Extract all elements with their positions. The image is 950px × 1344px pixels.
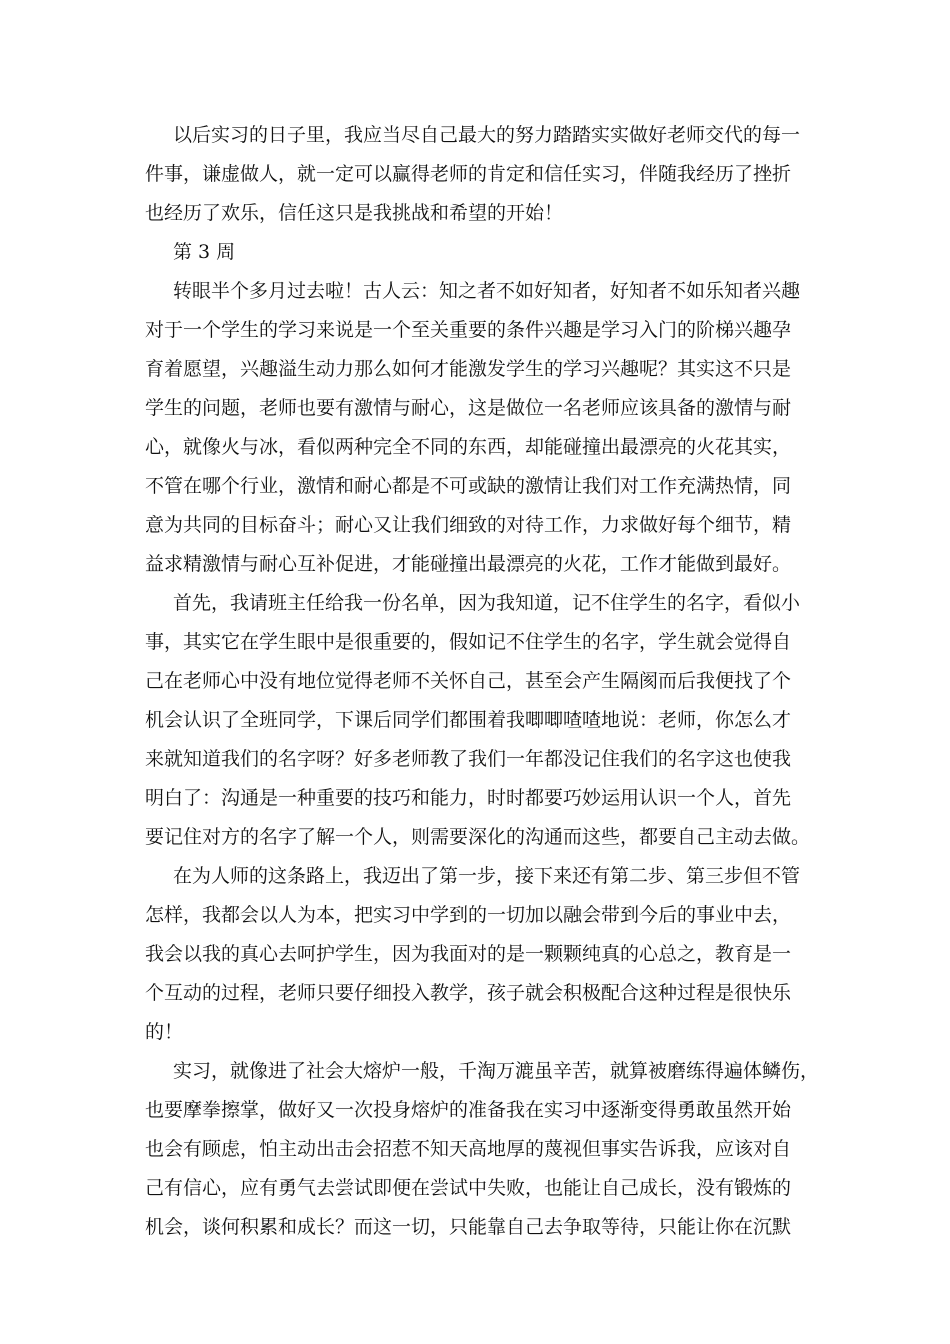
- text-line: 的！: [145, 1021, 184, 1043]
- text-line: 也要摩拳擦掌，做好又一次投身熔炉的准备我在实习中逐渐变得勇敢虽然开始: [145, 1099, 792, 1121]
- text-line: 以后实习的日子里，我应当尽自己最大的努力踏踏实实做好老师交代的每一: [173, 124, 801, 146]
- text-line: 己有信心，应有勇气去尝试即便在尝试中失败，也能让自己成长，没有锻炼的: [145, 1177, 792, 1199]
- text-line: 实习，就像进了社会大熔炉一般，千淘万漉虽辛苦，就算被磨练得遍体鳞伤，: [173, 1060, 820, 1082]
- text-line: 首先，我请班主任给我一份名单，因为我知道，记不住学生的名字，看似小: [173, 592, 801, 614]
- text-line: 学生的问题，老师也要有激情与耐心，这是做位一名老师应该具备的激情与耐: [145, 397, 792, 419]
- text-line: 育着愿望，兴趣溢生动力那么如何才能激发学生的学习兴趣呢？其实这不只是: [145, 358, 792, 380]
- text-line: 事，其实它在学生眼中是很重要的，假如记不住学生的名字，学生就会觉得自: [145, 631, 792, 653]
- text-line: 机会认识了全班同学，下课后同学们都围着我唧唧喳喳地说：老师，你怎么才: [145, 709, 792, 731]
- text-line: 件事，谦虚做人，就一定可以赢得老师的肯定和信任实习，伴随我经历了挫折: [145, 163, 792, 185]
- text-line: 也会有顾虑，怕主动出击会招惹不知天高地厚的蔑视但事实告诉我，应该对自: [145, 1138, 792, 1160]
- text-line: 心，就像火与冰，看似两种完全不同的东西，却能碰撞出最漂亮的火花其实，: [145, 436, 792, 458]
- text-line: 不管在哪个行业，激情和耐心都是不可或缺的激情让我们对工作充满热情，同: [145, 475, 792, 497]
- text-line: 我会以我的真心去呵护学生，因为我面对的是一颗颗纯真的心总之，教育是一: [145, 943, 792, 965]
- section-heading: 第 3 周: [173, 241, 236, 263]
- text-line: 在为人师的这条路上，我迈出了第一步，接下来还有第二步、第三步但不管: [173, 865, 801, 887]
- text-line: 己在老师心中没有地位觉得老师不关怀自己，甚至会产生隔阂而后我便找了个: [145, 670, 792, 692]
- text-line: 转眼半个多月过去啦！古人云：知之者不如好知者，好知者不如乐知者兴趣: [173, 280, 801, 302]
- text-line: 要记住对方的名字了解一个人，则需要深化的沟通而这些，都要自己主动去做。: [145, 826, 811, 848]
- text-line: 机会，谈何积累和成长？而这一切，只能靠自己去争取等待，只能让你在沉默: [145, 1216, 792, 1238]
- text-line: 也经历了欢乐，信任这只是我挑战和希望的开始！: [145, 202, 564, 224]
- text-line: 意为共同的目标奋斗；耐心又让我们细致的对待工作，力求做好每个细节，精: [145, 514, 792, 536]
- text-line: 明白了：沟通是一种重要的技巧和能力，时时都要巧妙运用认识一个人，首先: [145, 787, 792, 809]
- text-line: 来就知道我们的名字呀？好多老师教了我们一年都没记住我们的名字这也使我: [145, 748, 792, 770]
- text-line: 个互动的过程，老师只要仔细投入教学，孩子就会积极配合这种过程是很快乐: [145, 982, 792, 1004]
- text-line: 对于一个学生的学习来说是一个至关重要的条件兴趣是学习入门的阶梯兴趣孕: [145, 319, 792, 341]
- text-line: 益求精激情与耐心互补促进，才能碰撞出最漂亮的火花，工作才能做到最好。: [145, 553, 792, 575]
- text-line: 怎样，我都会以人为本，把实习中学到的一切加以融会带到今后的事业中去，: [145, 904, 792, 926]
